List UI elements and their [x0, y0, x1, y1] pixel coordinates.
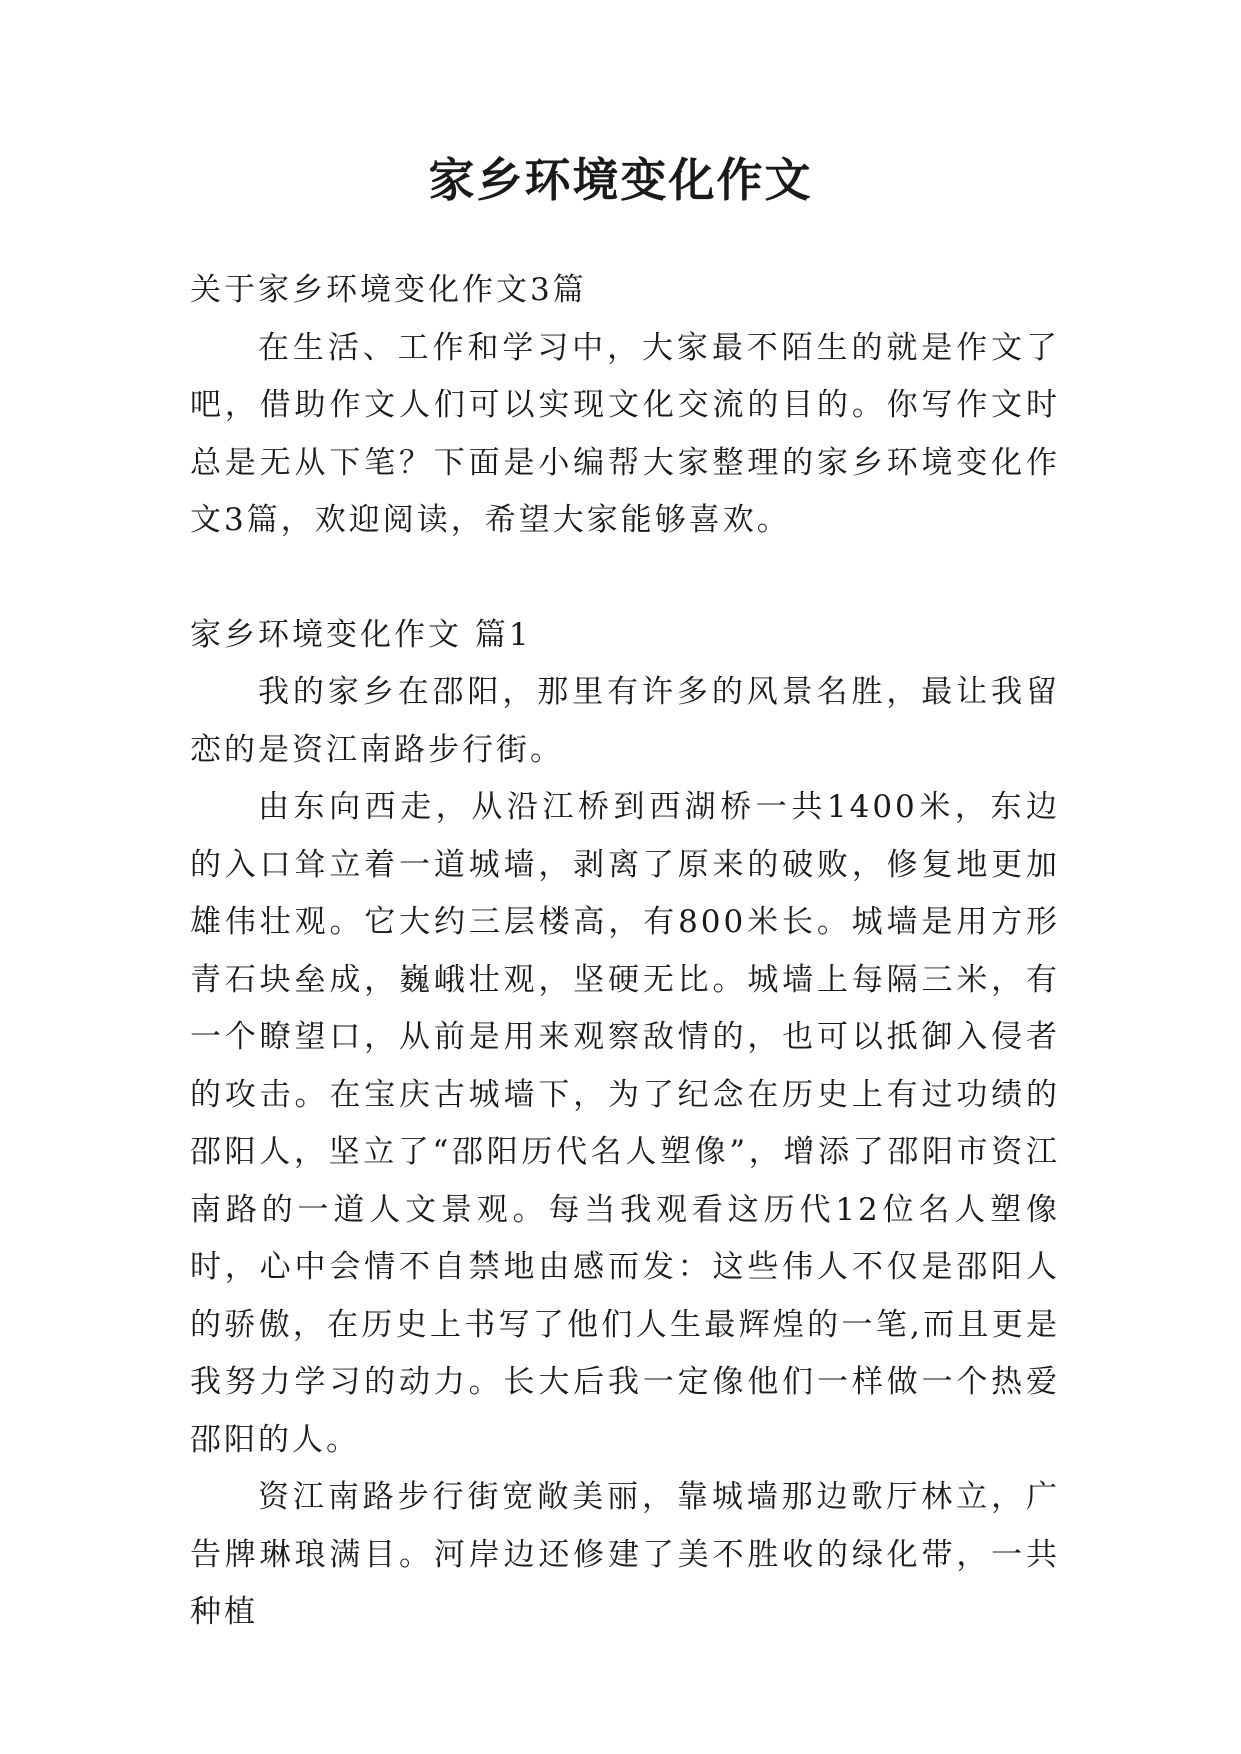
document-body: [190, 262, 1060, 1642]
section-spacer: [190, 550, 1060, 607]
body-paragraph: 我的家乡在邵阳，那里有许多的风景名胜，最让我留恋的是资江南路步行街。: [190, 674, 1060, 768]
intro-paragraph: 在生活、工作和学习中，大家最不陌生的就是作文了吧，借助作文人们可以实现文化交流的目的。你写作文时总是无从下笔？下面是小编帮大家整理的家乡环境变化作文3篇，欢迎阅读，希望大家能够喜欢。: [190, 329, 1060, 538]
body-paragraph: 由东向西走，从沿江桥到西湖桥一共1400米，东边的入口耸立着一道城墙，剥离了原来的破败，修复地更加雄伟壮观。它大约三层楼高，有800米长。城墙是用方形青石块垒成，巍峨壮观，坚硬无比。城墙上每隔三米，有一个瞭望口，从前是用来观察敌情的，也可以抵御入侵者的攻击。在宝庆古城墙下，为了纪念在历史上有过功绩的邵阳人，坚立了“邵阳历代名人塑像”，增添了邵阳市资江南路的一道人文景观。每当我观看这历代12位名人塑像时，心中会情不自禁地由感而发：这些伟人不仅是邵阳人的骄傲，在历史上书写了他们人生最辉煌的一笔,而且更是我努力学习的动力。长大后我一定像他们一样做一个热爱邵阳的人。: [190, 789, 1060, 1458]
section-heading: 家乡环境变化作文 篇1: [190, 616, 532, 653]
body-paragraph: 资江南路步行街宽敞美丽，靠城墙那边歌厅林立，广告牌琳琅满目。河岸边还修建了美不胜收的绿化带，一共种植: [190, 1479, 1060, 1630]
document-title: 家乡环境变化作文: [428, 153, 813, 207]
intro-heading: 关于家乡环境变化作文3篇: [190, 272, 587, 308]
